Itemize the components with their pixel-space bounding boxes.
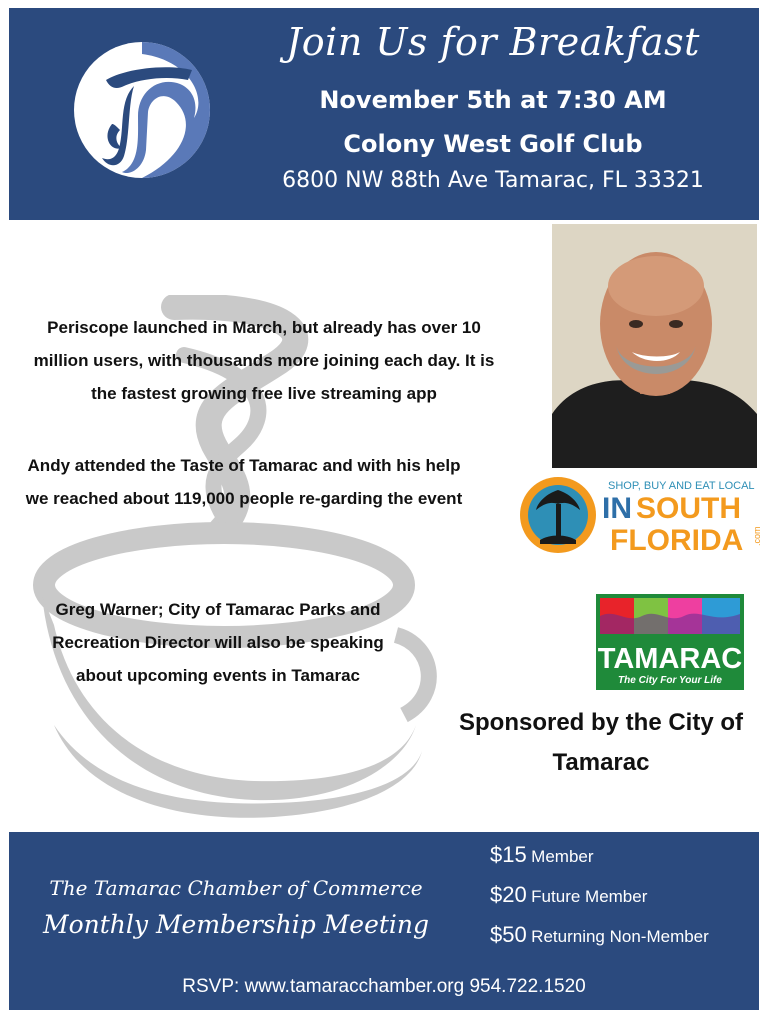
price-member (490, 842, 594, 868)
tamarac-logo-name: TAMARAC (597, 643, 743, 675)
event-venue: Colony West Golf Club (343, 130, 643, 158)
tamarac-logo-tagline: The City For Your Life (618, 675, 722, 686)
isf-south: SOUTH (636, 492, 741, 525)
greg-warner-paragraph: Greg Warner; City of Tamarac Parks and Recreation Director will also be speaking about upcoming events in Tamarac (52, 600, 384, 685)
taste-of-tamarac-paragraph: Andy attended the Taste of Tamarac and with his help we reached about 119,000 people re-garding the event (25, 456, 463, 508)
event-date-time: November 5th at 7:30 AM (319, 86, 667, 114)
price-label: Member (531, 847, 594, 866)
isf-com: .com (752, 526, 762, 546)
isf-in: IN (602, 492, 632, 525)
speaker-photo (552, 224, 757, 468)
event-address: 6800 NW 88th Ave Tamarac, FL 33321 (282, 168, 704, 193)
sponsor-text: Sponsored by the City of Tamarac (458, 709, 743, 776)
price-amount: $50 (490, 922, 527, 947)
periscope-paragraph: Periscope launched in March, but already has over 10 million users, with thousands more joining each day. It is the fastest growing free live streaming app (33, 318, 495, 403)
isf-tagline: SHOP, BUY AND EAT LOCAL (608, 480, 755, 492)
price-returning-non-member (490, 922, 709, 948)
price-future-member (490, 882, 647, 908)
price-amount: $20 (490, 882, 527, 907)
meeting-name: Monthly Membership Meeting (42, 910, 430, 939)
price-amount: $15 (490, 842, 527, 867)
event-title: Join Us for Breakfast (286, 20, 700, 64)
chamber-name: The Tamarac Chamber of Commerce (49, 876, 423, 900)
price-label: Future Member (531, 887, 648, 906)
rsvp-line: RSVP: www.tamaracchamber.org 954.722.1520 (182, 976, 586, 997)
price-label: Returning Non-Member (531, 927, 709, 946)
tamarac-city-logo-icon (596, 594, 744, 690)
in-south-florida-logo-icon (518, 472, 766, 558)
isf-florida: FLORIDA (610, 524, 744, 557)
chamber-logo-icon (72, 40, 212, 180)
